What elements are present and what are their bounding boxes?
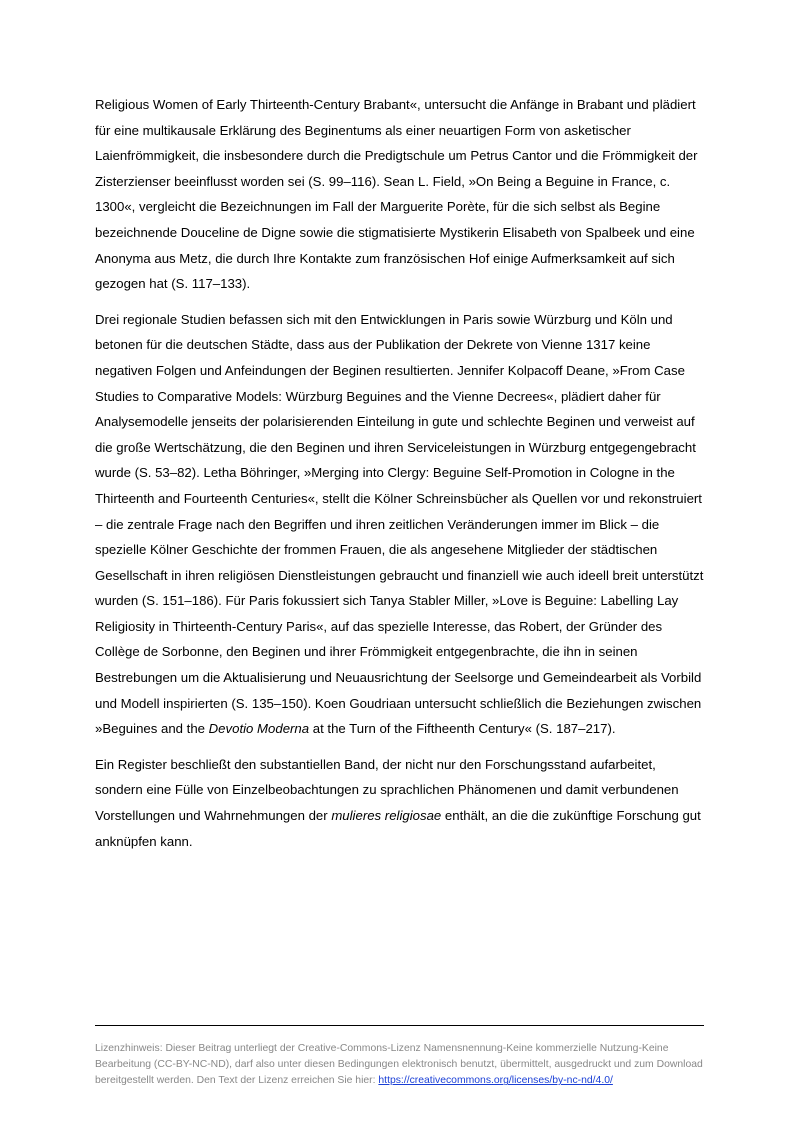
paragraph bbox=[95, 307, 707, 742]
paragraph bbox=[95, 92, 707, 297]
paragraph-text: Religious Women of Early Thirteenth-Century Brabant«, untersucht die Anfänge in Brabant und plädiert für eine multikausale Erklärung des Beginentums als einer neuartigen Form von asketischer Laienfrömmigkeit, die insbesondere durch die Predigtschule um Petrus Cantor und die Frömmigkeit der Zisterzienser beeinflusst worden sei (S. 99–116). Sean L. Field, »On Being a Beguine in France, c. 1300«, vergleicht die Bezeichnungen im Fall der Marguerite Porète, für die sich selbst als Begine bezeichnende Douceline de Digne sowie die stigmatisierte Mystikerin Elisabeth von Spalbeek und eine Anonyma aus Metz, die durch Ihre Kontakte zum französischen Hof einige Aufmerksamkeit auf sich gezogen hat (S. 117–133). bbox=[95, 97, 698, 292]
footer-divider bbox=[95, 1025, 704, 1026]
emphasized-title: Devotio Moderna bbox=[208, 721, 310, 737]
paragraph-text: Drei regionale Studien befassen sich mit den Entwicklungen in Paris sowie Würzburg und Köln und betonen für die deutschen Städte, dass aus der Publikation der Dekrete von Vienne 1317 keine negativen Folgen und Anfeindungen der Beginen resultierten. Jennifer Kolpacoff Deane, »From Case Studies to Comparative Models: Würzburg Beguines and the Vienne Decrees«, plädiert daher für Analysemodelle jenseits der polarisierenden Einteilung in gute und schlechte Beginen und verweist auf die große Wertschätzung, die den Beginen und ihren Serviceleistungen in Würzburg entgegengebracht wurde (S. 53–82). Letha Böhringer, »Merging into Clergy: Beguine Self-Promotion in Cologne in the Thirteenth and Fourteenth Centuries«, stellt die Kölner Schreinsbücher als Quellen vor und rekonstruiert – die zentrale Frage nach den Begriffen und ihren zeitlichen Veränderungen immer im Blick – die spezielle Kölner Geschichte der frommen Frauen, die als angesehene Mitglieder der städtischen Gesellschaft in ihren religiösen Dienstleistungen gebraucht und finanziell wie auch ideell breit unterstützt wurden (S. 151–186). Für Paris fokussiert sich Tanya Stabler Miller, »Love is Beguine: Labelling Lay Religiosity in Thirteenth-Century Paris«, auf das spezielle Interesse, das Robert, der Gründer des Collège de Sorbonne, den Beginen und ihrer Frömmigkeit entgegenbrachte, die ihn in seinen Bestrebungen um die Aktualisierung und Neuausrichtung der Seelsorge und Gemeindearbeit als Vorbild und Modell inspirierten (S. 135–150). Koen Goudriaan untersucht schließlich die Beziehungen zwischen »Beguines and the bbox=[95, 311, 704, 737]
paragraph-text: at the Turn of the Fiftheenth Century« (S. 187–217). bbox=[309, 721, 616, 737]
paragraph-text: Ein Register beschließt den substantiellen Band, der nicht nur den Forschungsstand aufarbeitet, sondern eine Fülle von Einzelbeobachtungen zu sprachlichen Phänomenen und damit verbundenen Vorstellungen und Wahrnehmungen der bbox=[95, 756, 679, 824]
license-footer bbox=[95, 1041, 710, 1090]
article-body bbox=[95, 92, 707, 864]
emphasized-term: mulieres religiosae bbox=[331, 808, 442, 824]
paragraph bbox=[95, 752, 707, 854]
license-notice: Lizenzhinweis: Dieser Beitrag unterliegt der Creative-Commons-Lizenz Namensnennung-Keine kommerzielle Nutzung-Keine Bearbeitung (CC-BY-NC-ND), darf also unter diesen Bedingungen elektronisch benutzt, übermittelt, ausgedruckt und zum Download bereitgestellt werden. Den Text der Lizenz erreichen Sie hier: bbox=[95, 1043, 703, 1087]
paragraph-text: enthält, an die die zukünftige Forschung gut anknüpfen kann. bbox=[95, 808, 701, 849]
license-link[interactable]: https://creativecommons.org/licenses/by-nc-nd/4.0/ bbox=[378, 1075, 613, 1087]
